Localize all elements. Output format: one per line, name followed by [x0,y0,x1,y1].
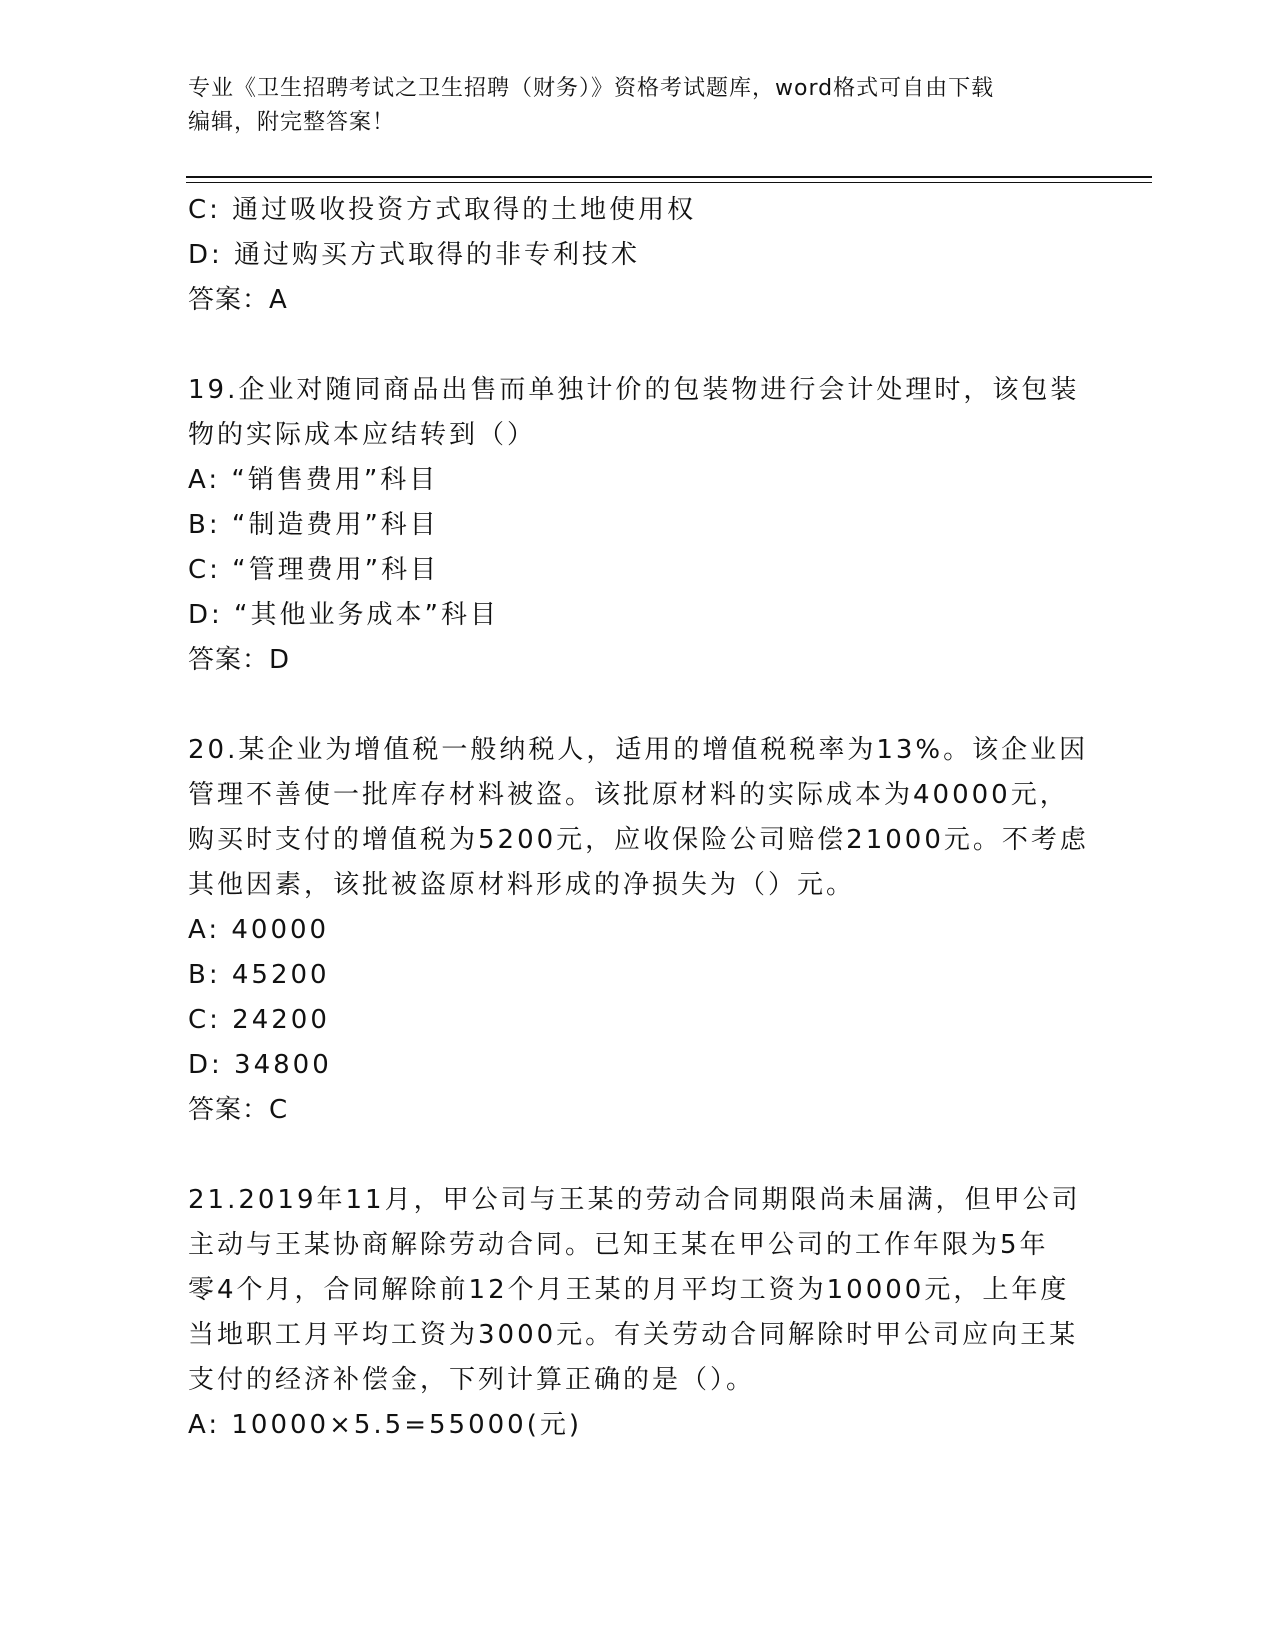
option-b: B: “制造费用”科目 [188,510,439,540]
answer-label: 答案：D [188,645,291,675]
option-d: D: 通过购买方式取得的非专利技术 [188,240,641,270]
question-stem-line: 支付的经济补偿金，下列计算正确的是（）。 [188,1365,756,1395]
spacer [188,1133,1088,1178]
option-a: A: “销售费用”科目 [188,465,439,495]
answer-label: 答案：C [188,1095,289,1125]
question-stem-line: 当地职工月平均工资为3000元。有关劳动合同解除时甲公司应向王某 [188,1320,1079,1350]
header-line-2: 编辑，附完整答案！ [188,110,396,135]
question-stem-line: 21.2019年11月，甲公司与王某的劳动合同期限尚未届满，但甲公司 [188,1185,1081,1215]
option-a: A: 10000×5.5=55000(元) [188,1410,582,1440]
question-stem-line: 20.某企业为增值税一般纳税人，适用的增值税税率为13%。该企业因 [188,735,1089,765]
question-stem-line: 19.企业对随同商品出售而单独计价的包装物进行会计处理时，该包装 [188,375,1080,405]
question-stem-line: 其他因素，该批被盗原材料形成的净损失为（）元。 [188,870,856,900]
option-c: C: “管理费用”科目 [188,555,440,585]
question-stem-line: 物的实际成本应结转到（） [188,420,537,450]
question-18-tail [188,188,1088,323]
document-body [188,188,1088,1448]
option-b: B: 45200 [188,960,330,990]
spacer [188,323,1088,368]
spacer [188,683,1088,728]
question-21 [188,1178,1088,1448]
document-header [188,72,1088,140]
header-line-1: 专业《卫生招聘考试之卫生招聘（财务）》资格考试题库，word格式可自由下载 [188,76,995,101]
question-stem-line: 主动与王某协商解除劳动合同。已知王某在甲公司的工作年限为5年 [188,1230,1049,1260]
header-divider [186,176,1152,183]
question-stem-line: 购买时支付的增值税为5200元，应收保险公司赔偿21000元。不考虑 [188,825,1089,855]
question-19 [188,368,1088,683]
option-a: A: 40000 [188,915,330,945]
option-c: C: 通过吸收投资方式取得的土地使用权 [188,195,697,225]
option-d: D: 34800 [188,1050,332,1080]
question-20 [188,728,1088,1133]
question-stem-line: 管理不善使一批库存材料被盗。该批原材料的实际成本为40000元， [188,780,1069,810]
question-stem-line: 零4个月，合同解除前12个月王某的月平均工资为10000元，上年度 [188,1275,1070,1305]
option-d: D: “其他业务成本”科目 [188,600,499,630]
option-c: C: 24200 [188,1005,330,1035]
answer-label: 答案：A [188,285,288,315]
